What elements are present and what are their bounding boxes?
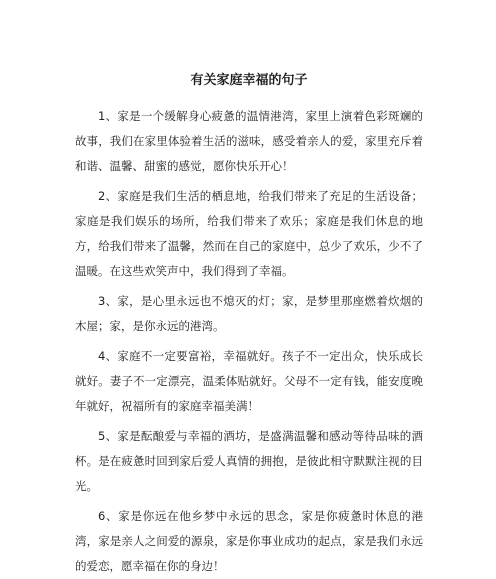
document-title: 有关家庭幸福的句子 <box>190 73 308 88</box>
paragraph: 2、家庭是我们生活的栖息地，给我们带来了充足的生活设备；家庭是我们娱乐的场所，给我们带来了欢乐；家庭是我们休息的地方，给我们带来了温馨，然而在自己的家庭中，总少了欢乐，少不了温暖。在这些欢笑声中，我们得到了幸福。 <box>75 189 423 278</box>
paragraph-list <box>75 104 423 579</box>
paragraph: 5、家是酝酿爱与幸福的酒坊，是盛满温馨和感动等待品味的酒杯。是在疲惫时回到家后爱人真情的拥抱，是彼此相守默默注视的目光。 <box>75 429 423 493</box>
paragraph: 1、家是一个缓解身心疲惫的温情港湾，家里上演着色彩斑斓的故事，我们在家里体验着生活的滋味，感受着亲人的爱，家里充斥着和谐、温馨、甜蜜的感觉，愿你快乐开心！ <box>75 109 423 173</box>
paragraph: 4、家庭不一定要富裕，幸福就好。孩子不一定出众，快乐成长就好。妻子不一定漂亮，温柔体贴就好。父母不一定有钱，能安度晚年就好，祝福所有的家庭幸福美满！ <box>75 349 423 413</box>
paragraph: 3、家，是心里永远也不熄灭的灯；家，是梦里那座燃着炊烟的木屋；家，是你永远的港湾。 <box>75 294 423 333</box>
paragraph: 6、家是你远在他乡梦中永远的思念，家是你疲惫时休息的港湾，家是亲人之间爱的源泉，家是你事业成功的起点，家是我们永远的爱恋，愿幸福在你的身边！ <box>75 509 423 573</box>
